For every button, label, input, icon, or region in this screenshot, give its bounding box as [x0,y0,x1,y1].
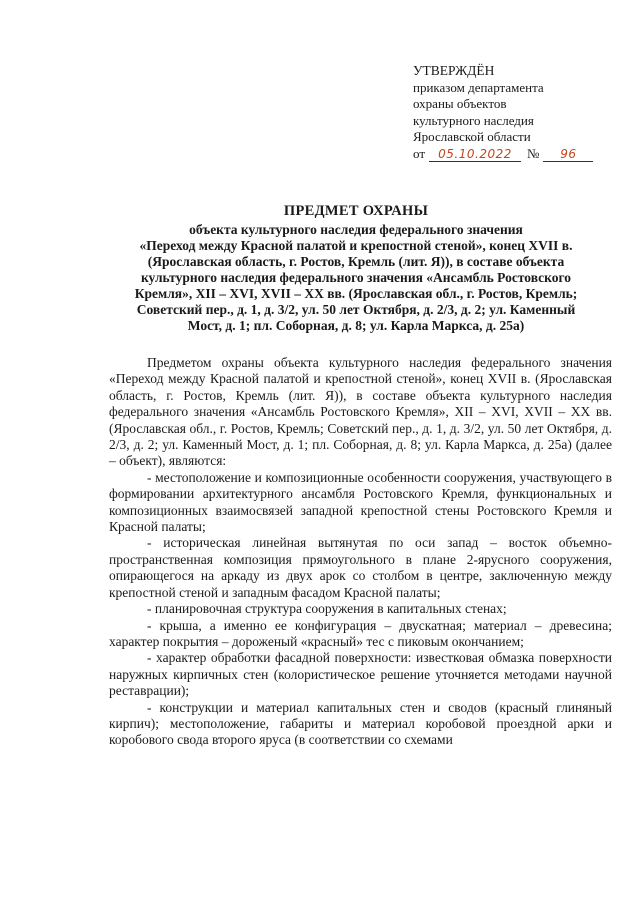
list-item: - крыша, а именно ее конфигурация – двускатная; материал – древесина; характер покрытия – дороженый «красный» тес с пиковым окончанием; [109,617,612,649]
approval-line: охраны объектов [413,96,507,111]
heading-subtitle-line: (Ярославская область, г. Ростов, Кремль (лит. Я)), в составе объекта [147,254,565,269]
approval-line: культурного наследия [413,112,534,128]
heading-title: ПРЕДМЕТ ОХРАНЫ [283,203,429,219]
list-item: - конструкции и материал капитальных стен и сводов (красный глиняный кирпич); местоположение, габариты и материал коробовой проездной арки и коробового свода второго яруса (в соответствии со схемами [109,699,612,748]
document-heading [108,202,604,334]
approval-block [413,63,628,162]
handwritten-number: 96 [543,147,593,162]
heading-subtitle-line: «Переход между Красной палатой и крепостной стеной», конец XVII в. [139,238,573,253]
heading-subtitle-line: культурного наследия федерального значения «Ансамбль Ростовского [140,270,572,285]
document-body [109,355,612,749]
approval-date-row [413,146,628,163]
handwritten-date: 05.10.2022 [429,147,521,162]
heading-subtitle-line: Кремля», XII – XVI, XVII – XX вв. (Ярославская обл., г. Ростов, Кремль; [134,286,578,301]
date-prefix: от [413,145,426,161]
list-item: - историческая линейная вытянутая по оси запад – восток объемно-пространственная композиция прямоугольного в плане 2-ярусного сооружения, опирающегося на аркаду из двух арок со столбом в центре, заключенную между крепостной стеной и западным фасадом Красной палаты; [109,535,612,600]
list-item: - местоположение и композиционные особенности сооружения, участвующего в формировании архитектурного ансамбля Ростовского Кремля, функциональных и композиционных взаимосвязей западной крепостной стены Ростовского Кремля и Красной палаты; [109,469,612,535]
list-item: - планировочная структура сооружения в капитальных стенах; [147,601,507,617]
heading-subtitle-line: Советский пер., д. 1, д. 3/2, ул. 50 лет Октября, д. 2/3, д. 2; ул. Каменный [136,302,576,317]
list-item: - характер обработки фасадной поверхности: известковая обмазка поверхности наружных кирпичных стен (колористическое решение уточняется методами научной реставрации); [109,650,612,699]
heading-subtitle-line: Мост, д. 1; пл. Соборная, д. 8; ул. Карла Маркса, д. 25а) [187,318,525,333]
approval-line: приказом департамента [413,79,544,95]
heading-subtitle [108,222,604,334]
number-sign: № [527,145,540,161]
approval-line: Ярославской области [413,129,531,144]
intro-paragraph: Предметом охраны объекта культурного наследия федерального значения «Переход между Красной палатой и крепостной стеной», конец XVII в. (Ярославская область, г. Ростов, Кремль (лит. Я)), в составе объекта культурного наследия федерального значения «Ансамбль Ростовского Кремля», XII – XVI, XVII – XX вв. (Ярославская обл., г. Ростов, Кремль; Советский пер., д. 1, д. 3/2, ул. 50 лет Октября, д. 2/3, д. 2; ул. Каменный Мост, д. 1; пл. Соборная, д. 8; ул. Карла Маркса, д. 25а) (далее – объект), являются: [109,355,612,469]
heading-subtitle-line: объекта культурного наследия федерального значения [189,222,523,237]
approval-title: УТВЕРЖДЁН [413,63,495,78]
